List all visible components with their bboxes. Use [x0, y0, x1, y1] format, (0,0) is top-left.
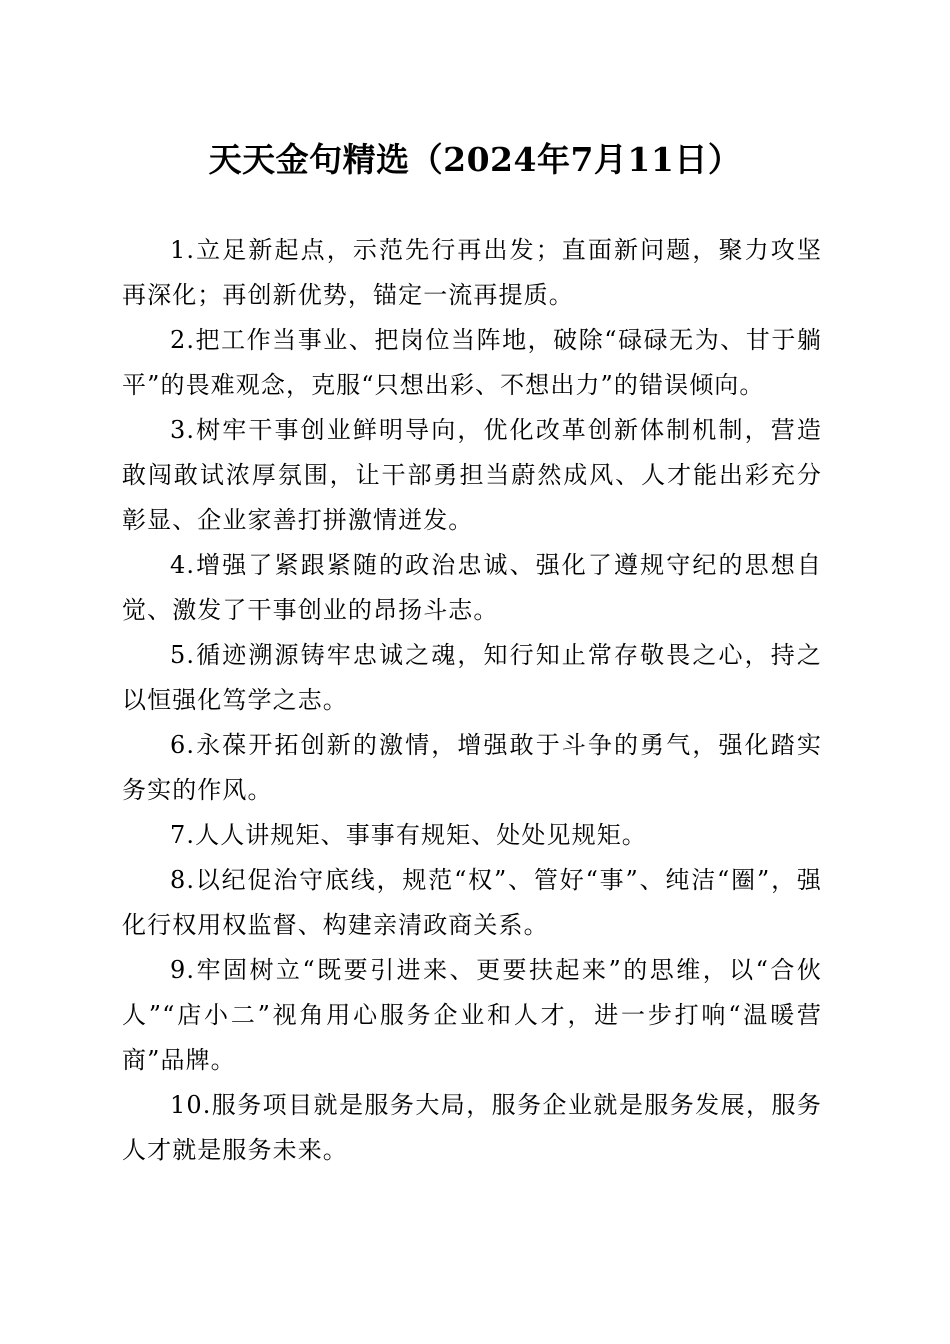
quote-item-8: 8.以纪促治守底线，规范“权”、管好“事”、纯洁“圈”，强化行权用权监督、构建亲清政商关系。: [122, 866, 822, 939]
quote-item-6: 6.永葆开拓创新的激情，增强敢于斗争的勇气，强化踏实务实的作风。: [122, 731, 822, 804]
quote-item-2: 2.把工作当事业、把岗位当阵地，破除“碌碌无为、甘于躺平”的畏难观念，克服“只想出彩、不想出力”的错误倾向。: [122, 326, 822, 399]
quote-item-1: 1.立足新起点，示范先行再出发；直面新问题，聚力攻坚再深化；再创新优势，锚定一流再提质。: [122, 236, 822, 309]
quote-item-5: 5.循迹溯源铸牢忠诚之魂，知行知止常存敬畏之心，持之以恒强化笃学之志。: [122, 641, 822, 714]
quote-item-9: 9.牢固树立“既要引进来、更要扶起来”的思维，以“合伙人”“店小二”视角用心服务企业和人才，进一步打响“温暖营商”品牌。: [122, 956, 822, 1074]
quote-item-4: 4.增强了紧跟紧随的政治忠诚、强化了遵规守纪的思想自觉、激发了干事创业的昂扬斗志。: [122, 551, 822, 624]
quote-item-10: 10.服务项目就是服务大局，服务企业就是服务发展，服务人才就是服务未来。: [122, 1091, 822, 1164]
quote-item-7: 7.人人讲规矩、事事有规矩、处处见规矩。: [170, 821, 647, 849]
quote-item-3: 3.树牢干事创业鲜明导向，优化改革创新体制机制，营造敢闯敢试浓厚氛围，让干部勇担当蔚然成风、人才能出彩充分彰显、企业家善打拼激情迸发。: [122, 416, 822, 534]
quote-list: [122, 228, 822, 1173]
document-title: 天天金句精选（2024年7月11日）: [208, 140, 742, 179]
